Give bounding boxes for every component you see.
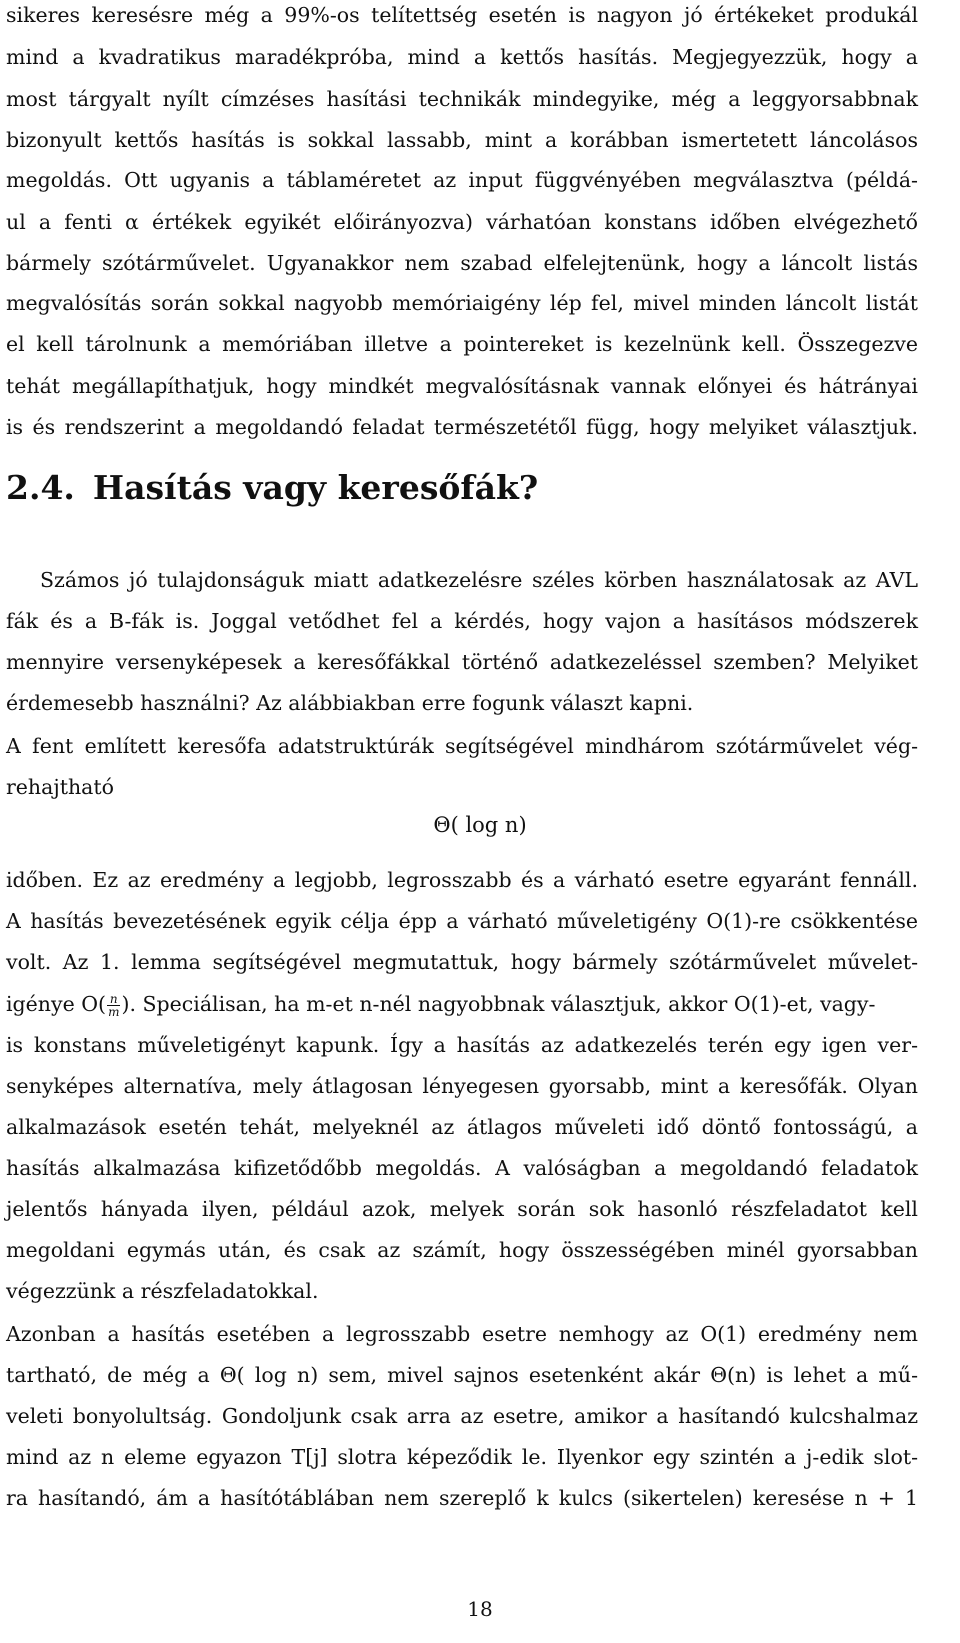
body-text-line: hasítás alkalmazása kifizetődőbb megoldás. A valóságban a megoldandó feladatok (6, 1156, 918, 1180)
body-text-line: sikeres keresésre még a 99%-os telítettség esetén is nagyon jó értékeket produkál (6, 3, 918, 27)
fraction-n-over-m (107, 993, 120, 1018)
body-text-line: mennyire versenyképesek a keresőfákkal történő adatkezeléssel szemben? Melyiket (6, 650, 918, 674)
body-text-line: is és rendszerint a megoldandó feladat természetétől függ, hogy melyiket választjuk. (6, 415, 918, 439)
body-text-line: fák és a B-fák is. Joggal vetődhet fel a kérdés, hogy vajon a hasításos módszerek (6, 609, 918, 633)
body-text-line: el kell tárolnunk a memóriában illetve a pointereket is kezelnünk kell. Összegezve (6, 332, 918, 356)
text-after-fraction: ). Speciálisan, ha m-et n-nél nagyobbnak választjuk, akkor O(1)-et, vagy- (121, 992, 876, 1016)
body-text-line: bizonyult kettős hasítás is sokkal lassabb, mint a korábban ismertetett láncolásos (6, 128, 918, 152)
body-text-line: bármely szótárművelet. Ugyanakkor nem szabad elfelejtenünk, hogy a láncolt listás (6, 251, 918, 275)
body-text-line: mind az n eleme egyazon T[j] slotra képeződik le. Ilyenkor egy szintén a j-edik slot- (6, 1445, 918, 1469)
fraction-denominator: m (108, 1005, 120, 1019)
body-text-line: volt. Az 1. lemma segítségével megmutattuk, hogy bármely szótárművelet művelet- (6, 950, 918, 974)
body-text-line: senyképes alternatíva, mely átlagosan lényegesen gyorsabb, mint a keresőfák. Olyan (6, 1074, 918, 1098)
body-text-line: A fent említett keresőfa adatstruktúrák segítségével mindhárom szótárművelet vég- (6, 734, 918, 758)
page-number: 18 (467, 1597, 493, 1621)
body-text-line: most tárgyalt nyílt címzéses hasítási technikák mindegyike, még a leggyorsabbnak (6, 87, 918, 111)
section-title: Hasítás vagy keresőfák? (92, 468, 539, 507)
body-text-line: megvalósítás során sokkal nagyobb memóriaigény lép fel, mivel minden láncolt listát (6, 291, 918, 315)
body-text-line: Azonban a hasítás esetében a legrosszabb esetre nemhogy az O(1) eredmény nem (6, 1322, 918, 1346)
section-heading (6, 468, 538, 508)
body-text-line: megoldás. Ott ugyanis a táblaméretet az input függvényében megválasztva (példá- (6, 168, 918, 192)
display-formula: Θ( log n) (433, 813, 527, 837)
section-number: 2.4. (6, 468, 75, 507)
body-text-line: érdemesebb használni? Az alábbiakban erre fogunk választ kapni. (6, 691, 694, 715)
body-text-line: alkalmazások esetén tehát, melyeknél az átlagos műveleti idő döntő fontosságú, a (6, 1115, 918, 1139)
body-text-line: ra hasítandó, ám a hasítótáblában nem szereplő k kulcs (sikertelen) keresése n + 1 (6, 1486, 918, 1510)
body-text-line: A hasítás bevezetésének egyik célja épp a várható műveletigény O(1)-re csökkentése (6, 909, 918, 933)
body-text-line: veleti bonyolultság. Gondoljunk csak arra az esetre, amikor a hasítandó kulcshalmaz (6, 1404, 918, 1428)
body-text-line: végezzünk a részfeladatokkal. (6, 1279, 319, 1303)
body-text-line: mind a kvadratikus maradékpróba, mind a kettős hasítás. Megjegyezzük, hogy a (6, 45, 918, 69)
body-text-line: megoldani egymás után, és csak az számít, hogy összességében minél gyorsabban (6, 1238, 918, 1262)
text-before-fraction: igénye O( (6, 992, 107, 1016)
body-text-line: ul a fenti α értékek egyikét előirányozva) várhatóan konstans időben elvégezhető (6, 210, 918, 234)
body-text-line: jelentős hányada ilyen, például azok, melyek során sok hasonló részfeladatot kell (6, 1197, 918, 1221)
body-text-line: tehát megállapíthatjuk, hogy mindkét megvalósításnak vannak előnyei és hátrányai (6, 374, 918, 398)
body-text-line: időben. Ez az eredmény a legjobb, legrosszabb és a várható esetre egyaránt fennáll. (6, 868, 918, 892)
body-text-line: rehajtható (6, 775, 114, 799)
body-text-line: Számos jó tulajdonságuk miatt adatkezelésre széles körben használatosak az AVL (40, 568, 918, 592)
body-text-line: tartható, de még a Θ( log n) sem, mivel sajnos esetenként akár Θ(n) is lehet a mű- (6, 1363, 918, 1387)
body-text-line: is konstans műveletigényt kapunk. Így a hasítás az adatkezelés terén egy igen ver- (6, 1033, 918, 1057)
fraction-numerator: n (107, 993, 120, 1006)
body-text-line-with-fraction (6, 991, 918, 1018)
